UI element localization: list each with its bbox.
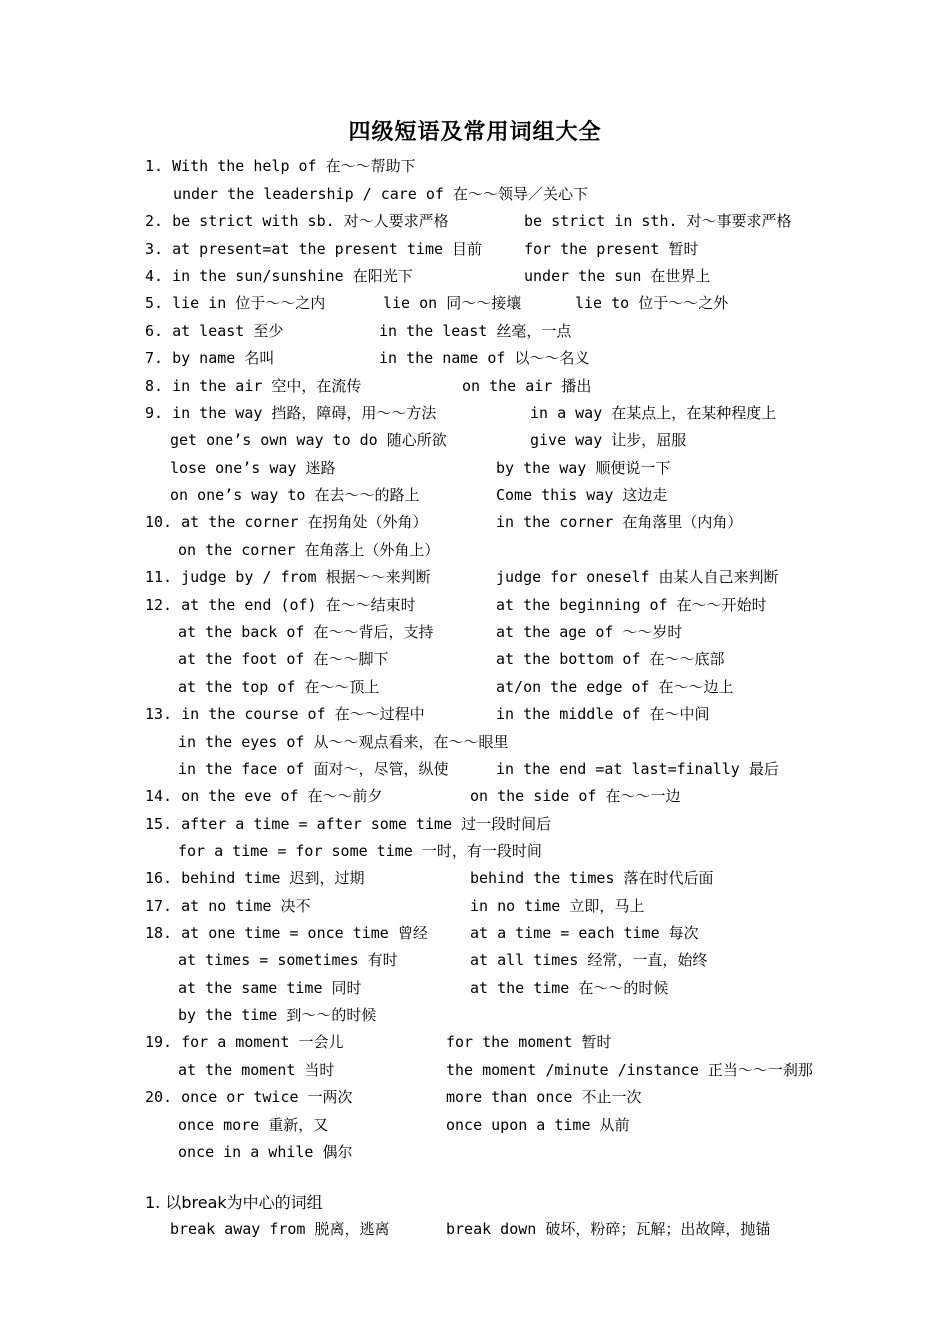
section-heading-break: 1. 以break为中心的词组 <box>145 1193 323 1212</box>
phrase-1: 1. With the help of 在～～帮助下 <box>145 157 416 175</box>
phrase-14: 14. on the eve of 在～～前夕 <box>145 787 383 805</box>
phrase-10c: on the corner 在角落上（外角上） <box>178 541 440 559</box>
phrase-13d: in the face of 面对～，尽管，纵使 <box>178 760 449 778</box>
phrase-7: 7. by name 名叫 <box>145 349 275 367</box>
phrase-10: 10. at the corner 在拐角处（外角） <box>145 513 428 531</box>
phrase-4: 4. in the sun/sunshine 在阳光下 <box>145 267 413 285</box>
page-title: 四级短语及常用词组大全 <box>348 120 602 145</box>
phrase-19d: the moment /minute /instance 正当～～一刹那 <box>446 1061 813 1079</box>
phrase-5c: lie to 位于～～之外 <box>575 294 729 312</box>
phrase-9b: in a way 在某点上，在某种程度上 <box>530 404 777 422</box>
phrase-19c: at the moment 当时 <box>178 1061 335 1079</box>
phrase-5b: lie on 同～～接壤 <box>383 294 522 312</box>
phrase-16b: behind the times 落在时代后面 <box>470 869 714 887</box>
phrase-18d: at all times 经常，一直，始终 <box>470 951 708 969</box>
phrase-break-1: break away from 脱离，逃离 <box>170 1220 390 1238</box>
phrase-break-2: break down 破坏，粉碎；瓦解；出故障，抛锚 <box>446 1220 771 1238</box>
phrase-1b: under the leadership / care of 在～～领导／关心下 <box>173 185 588 203</box>
phrase-12e: at the foot of 在～～脚下 <box>178 650 389 668</box>
phrase-3b: for the present 暂时 <box>524 240 699 258</box>
phrase-12f: at the bottom of 在～～底部 <box>496 650 725 668</box>
phrase-9c: get one’s own way to do 随心所欲 <box>170 431 447 449</box>
phrase-18g: by the time 到～～的时候 <box>178 1006 377 1024</box>
phrase-6b: in the least 丝毫，一点 <box>379 322 572 340</box>
phrase-19: 19. for a moment 一会儿 <box>145 1033 344 1051</box>
phrase-15b: for a time = for some time 一时，有一段时间 <box>178 842 542 860</box>
phrase-7b: in the name of 以～～名义 <box>379 349 590 367</box>
phrase-17b: in no time 立即，马上 <box>470 897 645 915</box>
phrase-18: 18. at one time = once time 曾经 <box>145 924 428 942</box>
phrase-18b: at a time = each time 每次 <box>470 924 699 942</box>
phrase-9d: give way 让步，屈服 <box>530 431 687 449</box>
phrase-12g: at the top of 在～～顶上 <box>178 678 380 696</box>
phrase-9f: by the way 顺便说一下 <box>496 459 671 477</box>
phrase-6: 6. at least 至少 <box>145 322 284 340</box>
phrase-12h: at/on the edge of 在～～边上 <box>496 678 734 696</box>
phrase-18c: at times = sometimes 有时 <box>178 951 398 969</box>
phrase-9: 9. in the way 挡路，障碍，用～～方法 <box>145 404 437 422</box>
phrase-17: 17. at no time 决不 <box>145 897 311 915</box>
phrase-8: 8. in the air 空中，在流传 <box>145 377 362 395</box>
phrase-12c: at the back of 在～～背后，支持 <box>178 623 434 641</box>
phrase-14b: on the side of 在～～一边 <box>470 787 681 805</box>
phrase-12b: at the beginning of 在～～开始时 <box>496 596 767 614</box>
phrase-20b: more than once 不止一次 <box>446 1088 642 1106</box>
phrase-20d: once upon a time 从前 <box>446 1116 630 1134</box>
phrase-13e: in the end =at last=finally 最后 <box>496 760 779 778</box>
phrase-2b: be strict in sth. 对～事要求严格 <box>524 212 792 230</box>
phrase-20: 20. once or twice 一两次 <box>145 1088 353 1106</box>
phrase-11b: judge for oneself 由某人自己来判断 <box>496 568 779 586</box>
phrase-13: 13. in the course of 在～～过程中 <box>145 705 425 723</box>
phrase-2: 2. be strict with sb. 对～人要求严格 <box>145 212 449 230</box>
phrase-12d: at the age of ～～岁时 <box>496 623 683 641</box>
phrase-18f: at the time 在～～的时候 <box>470 979 669 997</box>
phrase-8b: on the air 播出 <box>462 377 592 395</box>
phrase-4b: under the sun 在世界上 <box>524 267 711 285</box>
phrase-3: 3. at present=at the present time 目前 <box>145 240 483 258</box>
phrase-16: 16. behind time 迟到，过期 <box>145 869 365 887</box>
phrase-15: 15. after a time = after some time 过一段时间后 <box>145 815 552 833</box>
phrase-9h: Come this way 这边走 <box>496 486 668 504</box>
phrase-20c: once more 重新，又 <box>178 1116 329 1134</box>
phrase-20e: once in a while 偶尔 <box>178 1143 353 1161</box>
phrase-11: 11. judge by / from 根据～～来判断 <box>145 568 431 586</box>
phrase-13b: in the middle of 在～中间 <box>496 705 710 723</box>
phrase-10b: in the corner 在角落里（内角） <box>496 513 743 531</box>
phrase-13c: in the eyes of 从～～观点看来，在～～眼里 <box>178 733 509 751</box>
phrase-9e: lose one’s way 迷路 <box>170 459 336 477</box>
phrase-12: 12. at the end (of) 在～～结束时 <box>145 596 416 614</box>
phrase-18e: at the same time 同时 <box>178 979 362 997</box>
phrase-9g: on one’s way to 在去～～的路上 <box>170 486 420 504</box>
phrase-5: 5. lie in 位于～～之内 <box>145 294 326 312</box>
phrase-19b: for the moment 暂时 <box>446 1033 612 1051</box>
